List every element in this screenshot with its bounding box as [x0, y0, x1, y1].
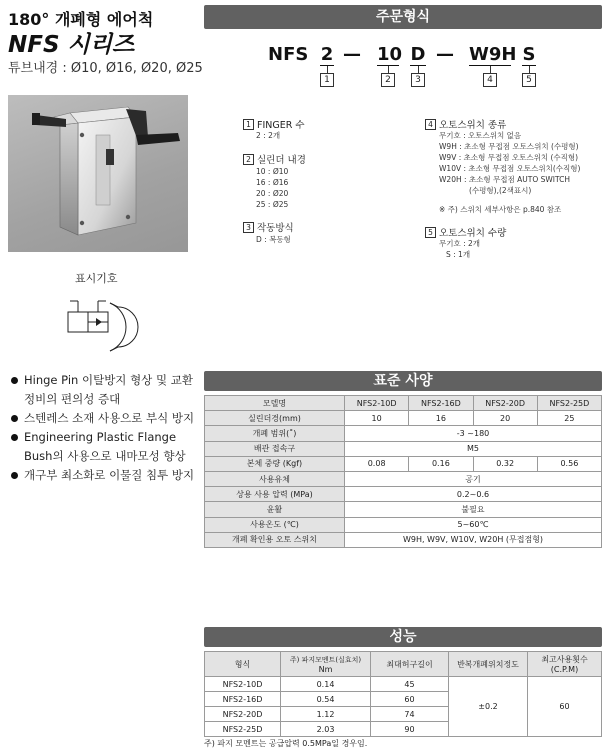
- callout-line: [529, 66, 530, 73]
- section-bore-items: 10 : Ø10 16 : Ø16 20 : Ø20 25 : Ø25: [256, 167, 289, 209]
- feature-item: Engineering Plastic Flange Bush의 사용으로 내마모성 향상: [10, 428, 195, 466]
- table-cell: 0.32: [473, 456, 537, 471]
- section-finger-item: 2 : 2개: [256, 131, 281, 140]
- table-row: [205, 517, 602, 532]
- table-cell: 16: [409, 411, 473, 426]
- section-qty-heading: 5 오토스위치 수량: [425, 225, 506, 239]
- callout-number: 3: [411, 73, 425, 87]
- table-cell: 60: [528, 677, 602, 737]
- row-label: 본체 중량 (Kgf): [205, 456, 345, 471]
- section-bore-heading: 2 실린더 내경: [243, 152, 306, 166]
- table-cell: 74: [371, 707, 449, 722]
- table-header-cell: 최대허구길이: [371, 652, 449, 677]
- table-cell: 0.56: [537, 456, 601, 471]
- section-qty-items: 무기호 : 2개 S : 1개: [439, 239, 481, 259]
- table-row: [205, 441, 602, 456]
- product-photo: [8, 95, 188, 252]
- callout-line: [388, 66, 389, 73]
- code-action: D: [410, 44, 426, 65]
- table-cell: 90: [371, 722, 449, 737]
- callout-number: 2: [381, 73, 395, 87]
- code-qty: S: [522, 44, 536, 65]
- table-cell: NFS2-10D: [205, 677, 281, 692]
- code-dash-1: —: [343, 44, 361, 65]
- table-header-cell: 모델명: [205, 396, 345, 411]
- section-action-item: D : 복동형: [256, 235, 291, 244]
- code-nfs: NFS: [268, 44, 309, 65]
- code-bore: 10: [377, 44, 403, 65]
- table-row: [205, 532, 602, 547]
- table-header-cell: 형식: [205, 652, 281, 677]
- bore-line: 튜브내경 : Ø10, Ø16, Ø20, Ø25: [8, 61, 203, 76]
- table-cell: 0.2~0.6: [345, 487, 602, 502]
- table-row: [205, 426, 602, 441]
- table-cell: 공기: [345, 471, 602, 486]
- pneumatic-symbol-icon: [64, 293, 146, 355]
- code-switch: W9H: [469, 44, 517, 65]
- table-row: [205, 677, 602, 692]
- section-switch-heading: 4 오토스위치 종류: [425, 117, 506, 131]
- row-label: 상용 사용 압력 (MPa): [205, 487, 345, 502]
- table-cell: 60: [371, 692, 449, 707]
- table-cell: 불필요: [345, 502, 602, 517]
- table-cell: 0.16: [409, 456, 473, 471]
- table-cell: NFS2-20D: [205, 707, 281, 722]
- switch-note: ※ 주) 스위치 세부사항은 p.840 참조: [439, 205, 562, 214]
- row-label: 사용유체: [205, 471, 345, 486]
- table-cell: -3 ~180: [345, 426, 602, 441]
- row-label: 실린더경(mm): [205, 411, 345, 426]
- row-label: 배관 접속구: [205, 441, 345, 456]
- callout-line: [418, 66, 419, 73]
- table-row: [205, 456, 602, 471]
- table-cell: NFS2-25D: [205, 722, 281, 737]
- table-header-cell: 최고사용횟수(C.P.M): [528, 652, 602, 677]
- table-cell: M5: [345, 441, 602, 456]
- feature-item: Hinge Pin 이탈방지 형상 및 교환 정비의 편의성 증대: [10, 371, 195, 409]
- feature-item: 개구부 최소화로 이물질 침투 방지: [10, 466, 195, 485]
- callout-line: [327, 66, 328, 73]
- table-row: [205, 471, 602, 486]
- table-row: [205, 487, 602, 502]
- performance-band: 성능: [204, 627, 602, 647]
- table-header-cell: NFS2-25D: [537, 396, 601, 411]
- table-header-cell: NFS2-10D: [345, 396, 409, 411]
- code-finger: 2: [320, 44, 334, 65]
- table-cell: NFS2-16D: [205, 692, 281, 707]
- table-cell: 45: [371, 677, 449, 692]
- order-format-band: 주문형식: [204, 5, 602, 29]
- row-label: 개폐 범위(˚): [205, 426, 345, 441]
- footnote: 주) 파지 모멘트는 공급압력 0.5MPa일 경우임.: [204, 739, 368, 748]
- air-chuck-image: [8, 95, 188, 252]
- table-cell: 0.54: [281, 692, 371, 707]
- row-label: 사용온도 (℃): [205, 517, 345, 532]
- symbol-title: 표시기호: [75, 272, 118, 285]
- table-cell: ±0.2: [449, 677, 528, 737]
- table-cell: 0.14: [281, 677, 371, 692]
- table-row: [205, 411, 602, 426]
- table-cell: 2.03: [281, 722, 371, 737]
- table-row: [205, 502, 602, 517]
- callout-line: [490, 66, 491, 73]
- series-title: NFS 시리즈: [8, 32, 135, 58]
- table-cell: 10: [345, 411, 409, 426]
- table-row: [205, 396, 602, 411]
- feature-item: 스텐레스 소재 사용으로 부식 방지: [10, 409, 195, 428]
- table-cell: 5~60℃: [345, 517, 602, 532]
- performance-table: [204, 651, 602, 737]
- table-header-cell: 반복개폐위치정도: [449, 652, 528, 677]
- section-finger-heading: 1 FINGER 수: [243, 117, 305, 131]
- callout-number: 5: [522, 73, 536, 87]
- table-header-cell: NFS2-20D: [473, 396, 537, 411]
- section-switch-items: 무기호 : 오토스위치 없음 W9H : 초소형 무접점 오토스위치 (수평형) W9V : 초소형 무접점 오토스위치 (수직형) W10V : 초소형 무접점 오토스위치(수직형) W20H : 초소형 무접점 AUTO SWITCH (수평형),(2색표시) ※ 주) 스위치 세부사항은 p.840 참조: [439, 131, 581, 214]
- table-row: [205, 652, 602, 677]
- code-dash-2: —: [436, 44, 454, 65]
- table-cell: W9H, W9V, W10V, W20H (무접점형): [345, 532, 602, 547]
- table-cell: 1.12: [281, 707, 371, 722]
- spec-band: 표준 사양: [204, 371, 602, 391]
- feature-list: [10, 371, 195, 485]
- table-cell: 0.08: [345, 456, 409, 471]
- table-cell: 25: [537, 411, 601, 426]
- title-line: 180° 개폐형 에어척: [8, 10, 154, 29]
- callout-number: 4: [483, 73, 497, 87]
- table-cell: 20: [473, 411, 537, 426]
- spec-table: [204, 395, 602, 548]
- table-header-cell: 주) 파지모멘트(실효치) Nm: [281, 652, 371, 677]
- table-header-cell: NFS2-16D: [409, 396, 473, 411]
- section-action-heading: 3 작동방식: [243, 220, 294, 234]
- row-label: 윤활: [205, 502, 345, 517]
- callout-number: 1: [320, 73, 334, 87]
- row-label: 개폐 확인용 오토 스위치: [205, 532, 345, 547]
